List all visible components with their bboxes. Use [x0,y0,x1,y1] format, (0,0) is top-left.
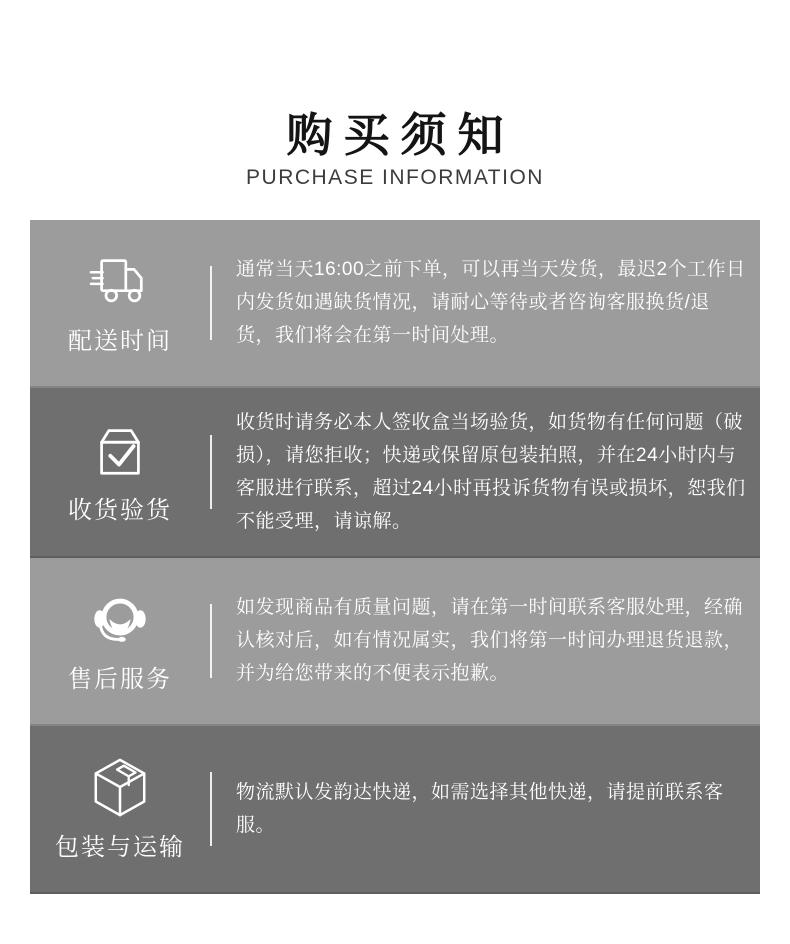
section-delivery-time [30,220,760,388]
section-packaging-transport-label: 包装与运输 [55,833,185,861]
box-check-icon [89,419,151,481]
section-delivery-time-label: 配送时间 [68,327,172,355]
info-sections [30,220,760,894]
section-after-sales [30,558,760,726]
section-delivery-time-text: 通常当天16:00之前下单，可以再当天发货，最迟2个工作日内发货如遇缺货情况，请耐心等待或者咨询客服换货/退货，我们将会在第一时间处理。 [236,259,746,347]
section-after-sales-text: 如发现商品有质量问题，请在第一时间联系客服处理，经确认核对后，如有情况属实，我们将第一时间办理退货退款，并为给您带来的不便表示抱歉。 [236,597,744,685]
section-receive-inspect-text: 收货时请务必本人签收盒当场验货，如货物有任何问题（破损），请您拒收；快递或保留原包装拍照，并在24小时内与客服进行联系，超过24小时再投诉货物有误或损坏，恕我们不能受理，请谅解。 [236,411,746,532]
page-title: 购买须知 [286,109,515,161]
section-after-sales-left [30,558,210,724]
section-delivery-time-left [30,220,210,386]
section-packaging-transport-body [212,726,760,892]
customer-service-headset-icon [89,588,151,650]
section-packaging-transport-text: 物流默认发韵达快递，如需选择其他快递，请提前联系客服。 [236,781,724,836]
section-packaging-transport [30,726,760,894]
section-after-sales-label: 售后服务 [68,665,172,693]
package-cube-icon [89,756,151,818]
section-packaging-transport-left [30,726,210,892]
section-after-sales-body [212,558,760,724]
section-receive-inspect-label: 收货验货 [68,496,172,524]
page-header [0,0,790,190]
section-receive-inspect-left [30,388,210,556]
delivery-truck-icon [89,250,151,312]
section-receive-inspect-body [212,388,760,556]
section-receive-inspect [30,388,760,558]
section-delivery-time-body [212,220,760,386]
page-subtitle: PURCHASE INFORMATION [246,165,544,189]
